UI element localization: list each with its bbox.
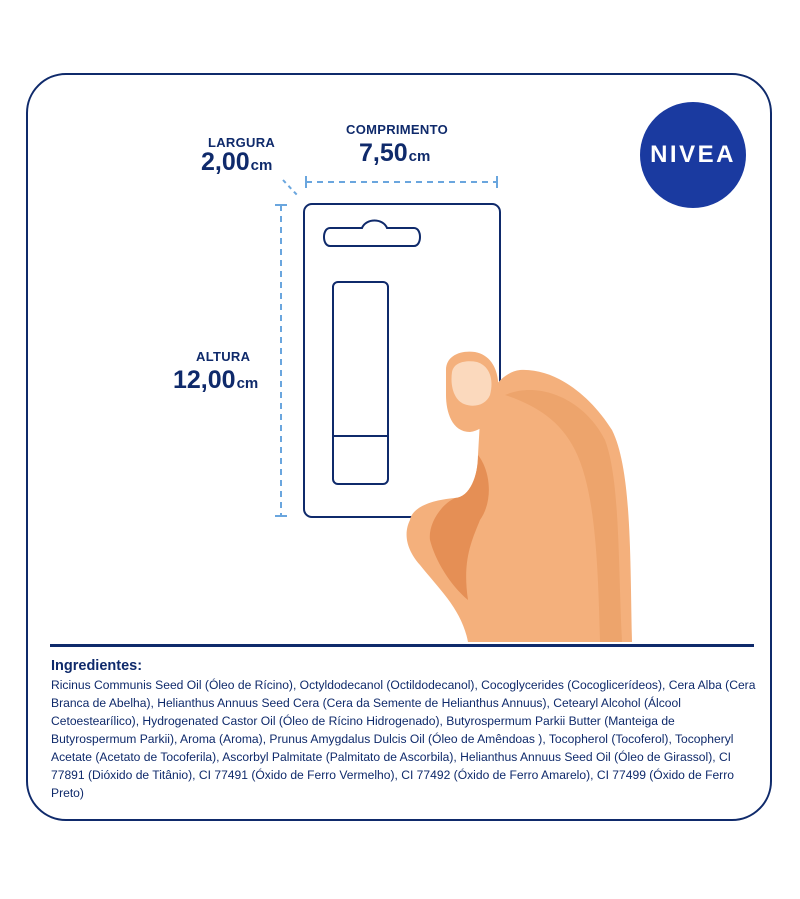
ingredients-section xyxy=(51,656,757,802)
ingredients-title: Ingredientes: xyxy=(51,658,143,674)
ingredients-text: Ricinus Communis Seed Oil (Óleo de Rícino), Octyldodecanol (Octildodecanol), Cocoglycerides (Cocoglicerídeos), Cera Alba (Cera Branca de Abelha), Helianthus Annuus Seed Cera (Cera da Semente de Helianthus Annuus), Cetearyl Alcohol (Álcool Cetoestearílico), Hydrogenated Castor Oil (Óleo de Rícino Hidrogenado), Butyrospermum Parkii Butter (Manteiga de Butyrospermum Parkii), Aroma (Aroma), Prunus Amygdalus Dulcis Oil (Óleo de Amêndoas ), Tocopherol (Tocoferol), Tocopheryl Acetate (Acetato de Tocoferila), Ascorbyl Palmitate (Palmitato de Ascorbila), Helianthus Annuus Seed Oil (Óleo de Girassol), CI 77891 (Dióxido de Titânio), CI 77491 (Óxido de Ferro Vermelho), CI 77492 (Óxido de Ferro Amarelo), CI 77499 (Óxido de Ferro Preto) xyxy=(51,678,756,800)
width-unit: cm xyxy=(250,157,273,174)
height-unit: cm xyxy=(236,375,259,392)
logo-text: NIVEA xyxy=(650,141,736,168)
height-number: 12,00 xyxy=(173,366,236,394)
width-dimension-line xyxy=(283,180,298,196)
lip-balm-stick xyxy=(333,282,388,484)
width-number: 2,00 xyxy=(201,148,250,176)
nivea-logo xyxy=(640,102,746,208)
length-number: 7,50 xyxy=(359,139,408,167)
width-label: LARGURA xyxy=(208,135,276,150)
height-label: ALTURA xyxy=(196,349,251,364)
length-label: COMPRIMENTO xyxy=(346,122,449,137)
divider xyxy=(50,644,754,647)
length-dimension-ticks xyxy=(306,176,497,188)
length-unit: cm xyxy=(408,148,431,165)
